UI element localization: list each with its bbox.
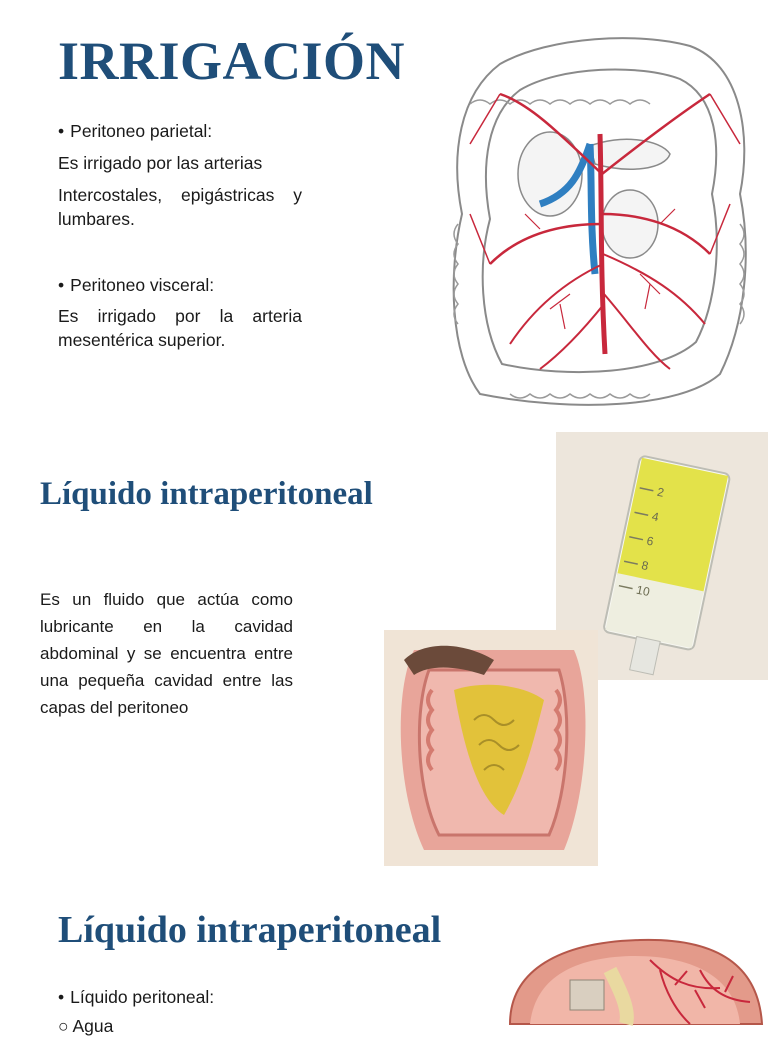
slide-liquido-intraperitoneal-1: [0, 420, 768, 870]
slide-irrigacion: [0, 0, 768, 420]
syringe-mark: 4: [650, 509, 661, 525]
slide-title: Líquido intraperitoneal: [40, 476, 373, 512]
mesenteric-artery-illustration: [440, 24, 758, 412]
syringe-mark: 10: [635, 582, 652, 600]
sub-bullet-agua: ○ Agua: [58, 1016, 114, 1036]
bullet-peritoneo-visceral: • Peritoneo visceral:: [58, 273, 214, 297]
syringe-mark: 8: [640, 558, 650, 574]
slide-title: IRRIGACIÓN: [58, 31, 406, 91]
syringe-mark: 2: [655, 484, 666, 500]
parietal-arteries-text: Intercostales, epigástricas y lumbares.: [58, 185, 302, 229]
bullet-liquido-peritoneal: • Líquido peritoneal:: [58, 985, 214, 1009]
visceral-text: Es irrigado por la arteria mesentérica superior.: [58, 306, 302, 350]
parietal-text-line: Es irrigado por las arterias: [58, 153, 263, 173]
abdominal-cavity-photo: [384, 630, 598, 866]
slide-liquido-intraperitoneal-2: [0, 870, 768, 1036]
slide-title: Líquido intraperitoneal: [58, 909, 442, 951]
syringe-mark: 6: [645, 533, 655, 549]
bullet-peritoneo-parietal: • Peritoneo parietal:: [58, 119, 212, 143]
stomach-vessels-illustration: [500, 930, 768, 1024]
fluid-description: Es un fluido que actúa como lubricante en la cavidad abdominal y se encuentra entre una pequeña cavidad entre las capas del peritoneo: [40, 590, 293, 717]
